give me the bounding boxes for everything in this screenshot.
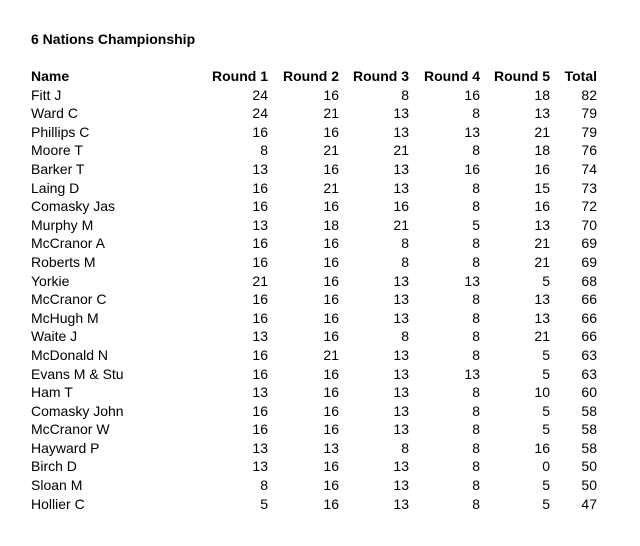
cell-round-2: 21	[323, 179, 339, 196]
cell-round-1: 16	[252, 235, 268, 252]
cell-round-5: 16	[534, 198, 550, 215]
cell-round-3: 13	[393, 272, 409, 289]
cell-total: 69	[581, 253, 597, 270]
cell-round-5: 21	[534, 123, 550, 140]
table-header-row	[31, 67, 597, 86]
cell-round-5: 5	[542, 272, 550, 289]
cell-round-4: 8	[472, 105, 480, 122]
cell-round-2: 16	[323, 328, 339, 345]
cell-round-4: 8	[472, 421, 480, 438]
cell-round-2: 16	[323, 160, 339, 177]
cell-name: Ham T	[31, 384, 73, 401]
cell-total: 50	[581, 458, 597, 475]
cell-round-5: 5	[542, 402, 550, 419]
table-row	[31, 160, 597, 179]
cell-round-4: 8	[472, 253, 480, 270]
cell-round-5: 13	[534, 105, 550, 122]
cell-round-3: 13	[393, 105, 409, 122]
cell-round-3: 13	[393, 495, 409, 512]
cell-round-2: 16	[323, 421, 339, 438]
cell-name: Birch D	[31, 458, 77, 475]
table-row	[31, 123, 597, 142]
cell-total: 63	[581, 365, 597, 382]
table-row	[31, 290, 597, 309]
table-row	[31, 104, 597, 123]
cell-round-2: 16	[323, 272, 339, 289]
cell-round-3: 8	[401, 86, 409, 103]
cell-total: 79	[581, 123, 597, 140]
cell-round-3: 21	[393, 142, 409, 159]
cell-total: 47	[581, 495, 597, 512]
cell-round-3: 13	[393, 384, 409, 401]
cell-round-5: 5	[542, 495, 550, 512]
cell-name: Hollier C	[31, 495, 85, 512]
cell-round-3: 13	[393, 309, 409, 326]
cell-total: 50	[581, 477, 597, 494]
table-row	[31, 309, 597, 328]
cell-round-4: 8	[472, 142, 480, 159]
cell-round-1: 21	[252, 272, 268, 289]
cell-total: 58	[581, 402, 597, 419]
table-row	[31, 439, 597, 458]
cell-round-5: 15	[534, 179, 550, 196]
cell-round-4: 8	[472, 179, 480, 196]
cell-total: 82	[581, 86, 597, 103]
cell-round-5: 13	[534, 309, 550, 326]
cell-round-4: 8	[472, 346, 480, 363]
cell-total: 68	[581, 272, 597, 289]
cell-total: 58	[581, 421, 597, 438]
cell-round-2: 16	[323, 253, 339, 270]
cell-name: Fitt J	[31, 86, 62, 103]
cell-round-3: 21	[393, 216, 409, 233]
cell-round-4: 8	[472, 384, 480, 401]
table-row	[31, 216, 597, 235]
table-row	[31, 141, 597, 160]
cell-round-2: 16	[323, 235, 339, 252]
cell-round-1: 16	[252, 309, 268, 326]
cell-round-1: 16	[252, 123, 268, 140]
cell-round-2: 16	[323, 86, 339, 103]
cell-round-5: 5	[542, 365, 550, 382]
cell-round-5: 18	[534, 142, 550, 159]
cell-round-3: 13	[393, 421, 409, 438]
cell-round-3: 16	[393, 198, 409, 215]
cell-round-5: 13	[534, 291, 550, 308]
cell-round-4: 16	[464, 86, 480, 103]
cell-round-4: 13	[464, 272, 480, 289]
cell-round-5: 16	[534, 439, 550, 456]
table-row	[31, 197, 597, 216]
column-header-round-1: Round 1	[212, 68, 268, 84]
table-row	[31, 253, 597, 272]
cell-name: McCranor W	[31, 421, 110, 438]
cell-total: 74	[581, 160, 597, 177]
cell-round-1: 8	[260, 477, 268, 494]
cell-round-5: 13	[534, 216, 550, 233]
table-row	[31, 365, 597, 384]
cell-name: Evans M & Stu	[31, 365, 124, 382]
table-row	[31, 346, 597, 365]
cell-round-3: 13	[393, 477, 409, 494]
cell-total: 66	[581, 291, 597, 308]
cell-name: Waite J	[31, 328, 78, 345]
cell-round-1: 5	[260, 495, 268, 512]
cell-round-5: 5	[542, 421, 550, 438]
column-header-round-5: Round 5	[494, 68, 550, 84]
cell-round-2: 16	[323, 384, 339, 401]
cell-total: 70	[581, 216, 597, 233]
cell-name: McDonald N	[31, 346, 109, 363]
cell-round-1: 13	[252, 216, 268, 233]
cell-name: Murphy M	[31, 216, 94, 233]
cell-round-2: 16	[323, 477, 339, 494]
cell-round-4: 8	[472, 291, 480, 308]
column-header-round-2: Round 2	[283, 68, 339, 84]
cell-round-5: 16	[534, 160, 550, 177]
page-title: 6 Nations Championship	[31, 31, 196, 47]
cell-round-1: 16	[252, 402, 268, 419]
cell-round-2: 16	[323, 402, 339, 419]
cell-round-3: 13	[393, 160, 409, 177]
table-row	[31, 179, 597, 198]
cell-round-1: 13	[252, 328, 268, 345]
cell-round-2: 21	[323, 346, 339, 363]
cell-name: Comasky John	[31, 402, 124, 419]
table-row	[31, 327, 597, 346]
cell-total: 66	[581, 309, 597, 326]
cell-round-3: 13	[393, 179, 409, 196]
cell-round-1: 13	[252, 160, 268, 177]
table-row	[31, 383, 597, 402]
cell-round-1: 13	[252, 384, 268, 401]
cell-round-4: 8	[472, 309, 480, 326]
cell-name: McCranor A	[31, 235, 105, 252]
cell-round-5: 21	[534, 253, 550, 270]
cell-round-2: 13	[323, 439, 339, 456]
table-row	[31, 272, 597, 291]
cell-name: Comasky Jas	[31, 198, 116, 215]
cell-round-5: 18	[534, 86, 550, 103]
cell-round-3: 8	[401, 253, 409, 270]
cell-round-3: 13	[393, 123, 409, 140]
cell-name: McHugh M	[31, 309, 99, 326]
cell-round-2: 16	[323, 291, 339, 308]
cell-round-1: 16	[252, 253, 268, 270]
cell-round-1: 24	[252, 105, 268, 122]
cell-round-2: 16	[323, 495, 339, 512]
cell-round-2: 18	[323, 216, 339, 233]
standings-table	[31, 67, 597, 513]
cell-name: Barker T	[31, 160, 85, 177]
table-body	[31, 86, 597, 514]
cell-round-5: 21	[534, 235, 550, 252]
cell-name: Sloan M	[31, 477, 83, 494]
column-header-round-4: Round 4	[424, 68, 480, 84]
cell-round-4: 8	[472, 198, 480, 215]
cell-total: 63	[581, 346, 597, 363]
cell-name: Yorkie	[31, 272, 70, 289]
table-row	[31, 86, 597, 105]
cell-round-5: 0	[542, 458, 550, 475]
table-row	[31, 457, 597, 476]
cell-round-4: 8	[472, 495, 480, 512]
cell-round-4: 8	[472, 477, 480, 494]
table-row	[31, 420, 597, 439]
cell-round-3: 13	[393, 458, 409, 475]
cell-round-4: 13	[464, 365, 480, 382]
cell-round-1: 16	[252, 365, 268, 382]
cell-round-5: 21	[534, 328, 550, 345]
table-row	[31, 495, 597, 514]
cell-name: Laing D	[31, 179, 80, 196]
cell-round-3: 13	[393, 291, 409, 308]
cell-round-3: 8	[401, 235, 409, 252]
cell-round-1: 13	[252, 439, 268, 456]
cell-name: Phillips C	[31, 123, 90, 140]
column-header-total: Total	[564, 68, 597, 84]
cell-total: 76	[581, 142, 597, 159]
cell-round-4: 13	[464, 123, 480, 140]
cell-round-3: 13	[393, 365, 409, 382]
cell-total: 60	[581, 384, 597, 401]
table-row	[31, 476, 597, 495]
cell-round-3: 8	[401, 439, 409, 456]
cell-total: 79	[581, 105, 597, 122]
cell-round-4: 8	[472, 235, 480, 252]
cell-round-1: 24	[252, 86, 268, 103]
cell-round-1: 16	[252, 179, 268, 196]
cell-round-5: 5	[542, 477, 550, 494]
cell-round-1: 13	[252, 458, 268, 475]
cell-round-2: 16	[323, 458, 339, 475]
cell-round-1: 16	[252, 346, 268, 363]
cell-round-4: 8	[472, 439, 480, 456]
cell-name: Hayward P	[31, 439, 100, 456]
cell-round-2: 21	[323, 105, 339, 122]
cell-round-2: 16	[323, 309, 339, 326]
cell-round-2: 16	[323, 365, 339, 382]
cell-total: 73	[581, 179, 597, 196]
cell-total: 66	[581, 328, 597, 345]
cell-round-5: 10	[534, 384, 550, 401]
cell-round-4: 8	[472, 402, 480, 419]
column-header-name: Name	[31, 68, 70, 84]
cell-name: McCranor C	[31, 291, 107, 308]
cell-name: Moore T	[31, 142, 83, 159]
cell-round-1: 8	[260, 142, 268, 159]
cell-round-1: 16	[252, 291, 268, 308]
cell-total: 72	[581, 198, 597, 215]
cell-total: 69	[581, 235, 597, 252]
cell-round-4: 8	[472, 328, 480, 345]
cell-round-2: 16	[323, 198, 339, 215]
cell-round-4: 5	[472, 216, 480, 233]
cell-round-4: 8	[472, 458, 480, 475]
cell-round-4: 16	[464, 160, 480, 177]
cell-round-3: 13	[393, 346, 409, 363]
cell-round-3: 13	[393, 402, 409, 419]
cell-name: Ward C	[31, 105, 78, 122]
cell-round-2: 16	[323, 123, 339, 140]
table-row	[31, 402, 597, 421]
cell-round-2: 21	[323, 142, 339, 159]
table-row	[31, 234, 597, 253]
cell-round-1: 16	[252, 198, 268, 215]
cell-total: 58	[581, 439, 597, 456]
cell-round-3: 8	[401, 328, 409, 345]
cell-name: Roberts M	[31, 253, 96, 270]
cell-round-5: 5	[542, 346, 550, 363]
column-header-round-3: Round 3	[353, 68, 409, 84]
cell-round-1: 16	[252, 421, 268, 438]
